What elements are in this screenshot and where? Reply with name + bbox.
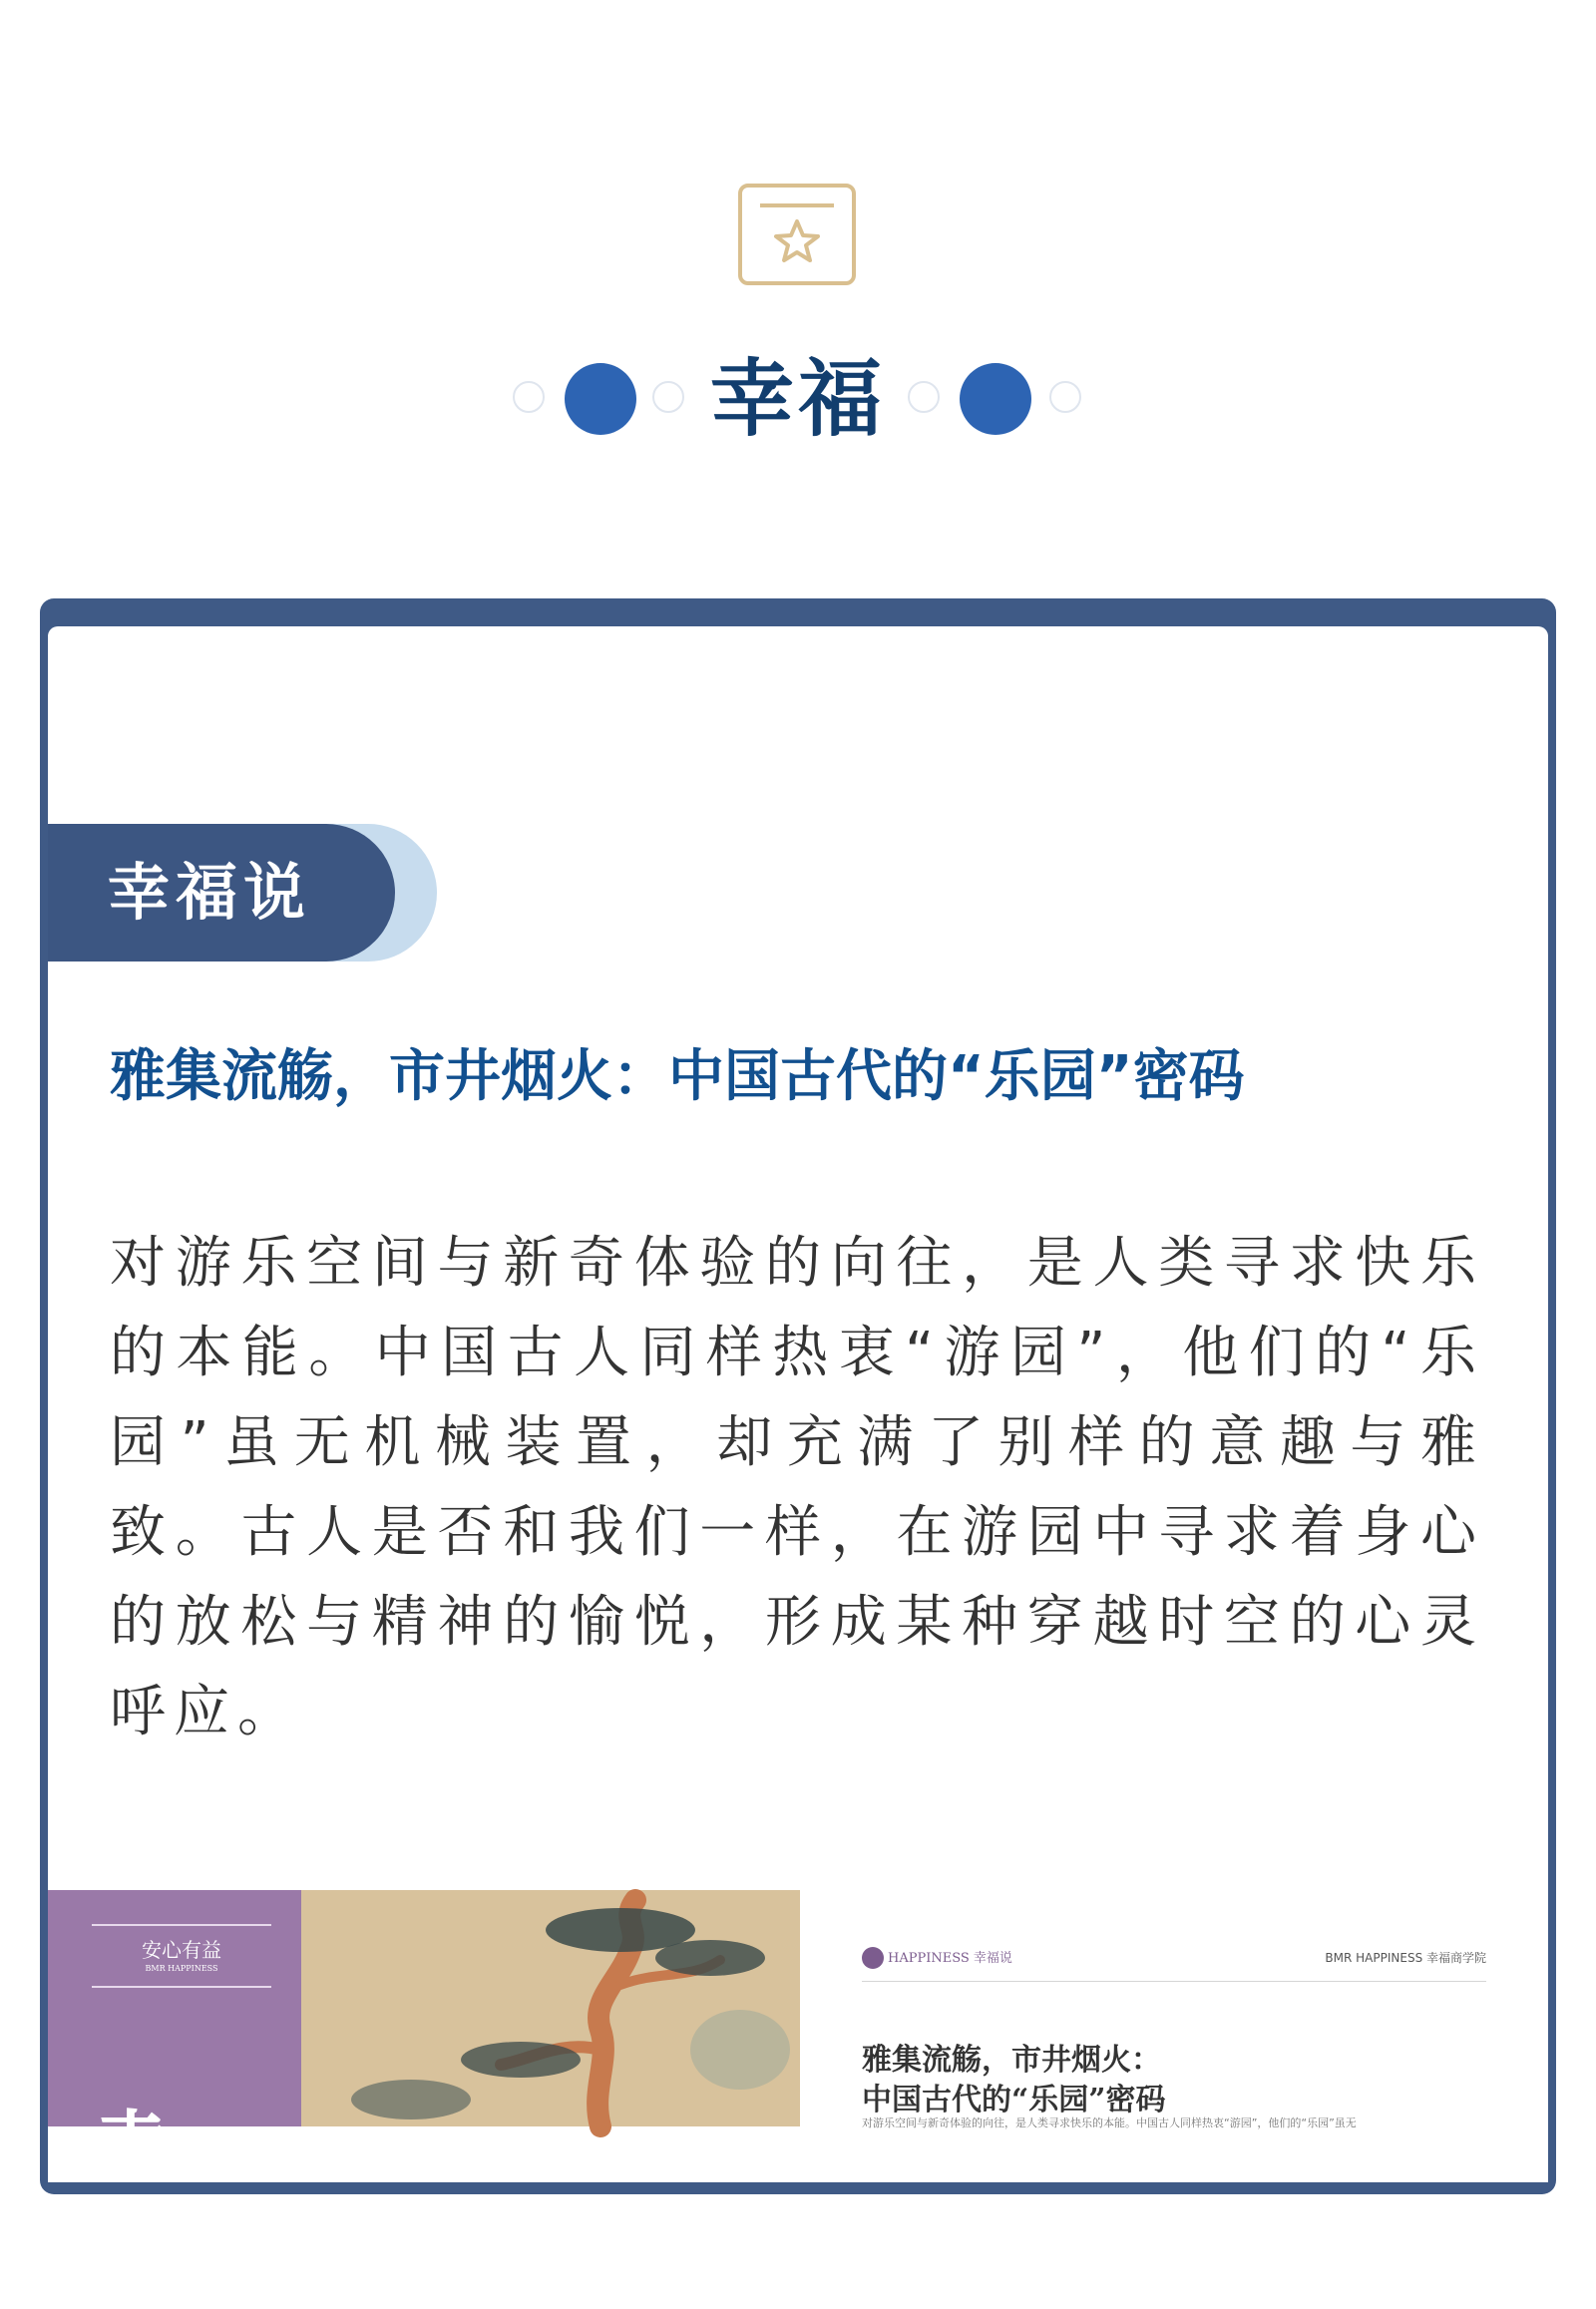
preview-divider (862, 1981, 1486, 1982)
decor-dot (1049, 381, 1081, 413)
cover-top-label: 安心有益 (142, 1938, 221, 1962)
cover-divider (92, 1924, 271, 1926)
preview-left-header: HAPPINESS 幸福说 (888, 1951, 1012, 1966)
happiness-logo-icon (862, 1947, 884, 1969)
preview-right-header: BMR HAPPINESS 幸福商学院 (1325, 1951, 1486, 1965)
magazine-cover-image (48, 1890, 800, 2305)
star-card-icon (738, 184, 856, 285)
section-title: 幸福 (709, 350, 886, 448)
section-tag (48, 824, 437, 962)
decor-dot (908, 381, 940, 413)
pine-tree-painting (301, 1890, 800, 2126)
tag-label: 幸福说 (108, 856, 312, 929)
cover-sub-label: BMR HAPPINESS (145, 1964, 218, 1973)
section-title-row (0, 349, 1596, 449)
cover-painting (301, 1890, 800, 2126)
cover-band (48, 1890, 301, 2305)
preview-title-line2: 中国古代的“乐园”密码 (862, 2083, 1166, 2117)
cover-divider (92, 1986, 271, 1988)
decor-dot (960, 363, 1031, 435)
preview-excerpt: 对游乐空间与新奇体验的向往，是人类寻求快乐的本能。中国古人同样热衷“游园”，他们的“乐园”虽无 (862, 2117, 1357, 2129)
decor-dot (513, 381, 545, 413)
decor-dot (565, 363, 636, 435)
decor-dot (652, 381, 684, 413)
preview-title-line1: 雅集流觞，市井烟火： (862, 2043, 1161, 2078)
cover-big-text: 幸福 (92, 2103, 200, 2305)
article-page-preview (848, 1935, 1486, 2129)
article-headline[interactable]: 雅集流觞，市井烟火：中国古代的“乐园”密码 (110, 1044, 1245, 1109)
article-paragraph: 对游乐空间与新奇体验的向往，是人类寻求快乐的本能。中国古人同样热衷“游园”，他们的“乐园”虽无机械装置，却充满了别样的意趣与雅致。古人是否和我们一样，在游园中寻求着身心的放松与精神的愉悦，形成某种穿越时空的心灵呼应。 (110, 1231, 1484, 1744)
